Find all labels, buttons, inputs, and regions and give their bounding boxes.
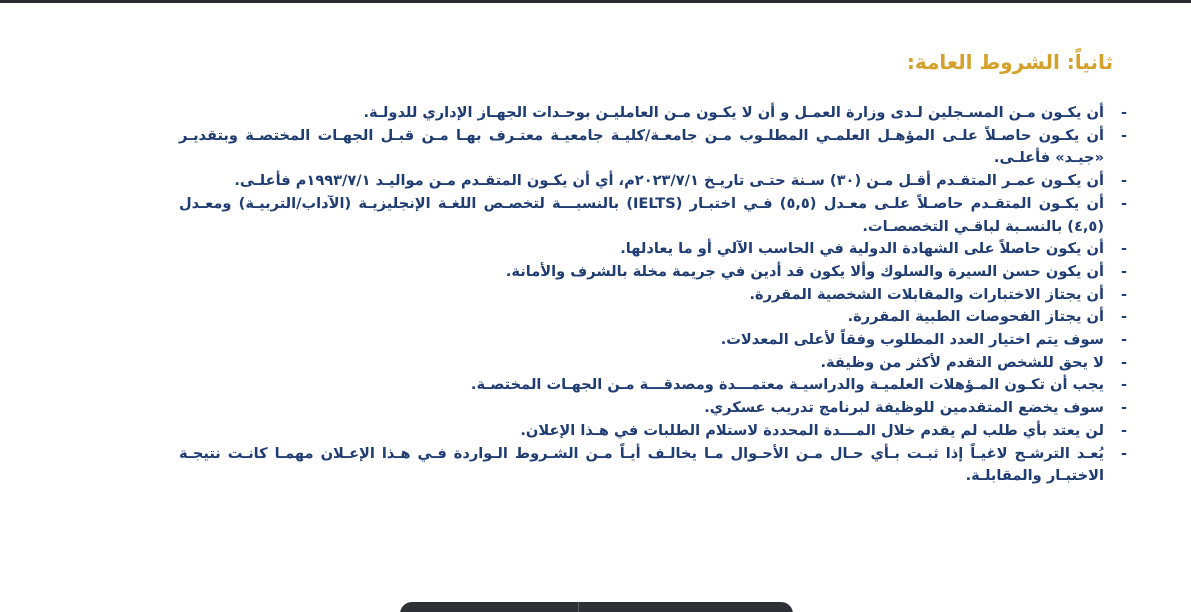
condition-item (179, 352, 1129, 375)
bullet-dash: - (1120, 353, 1127, 371)
section-heading: ثانياً: الشروط العامة: (906, 50, 1113, 74)
condition-item (179, 397, 1129, 420)
condition-item (179, 170, 1129, 193)
bullet-dash: - (1120, 104, 1127, 121)
bottom-tab-bar[interactable] (400, 602, 793, 612)
bullet-dash: - (1120, 376, 1127, 394)
condition-item (179, 374, 1129, 397)
condition-item (179, 284, 1129, 307)
condition-text: أن يجتاز الفحوصات الطبية المقررة. (847, 308, 1104, 326)
condition-text: سوف يخضع المتقدمين للوظيفة لبرنامج تدريب عسكري. (704, 399, 1104, 417)
condition-text: أن يكـون مـن المسـجلين لـدى وزارة العمـل و أن لا يكـون مـن العامليـن بوحـدات الجهـاز الإداري للدولـة. (363, 104, 1104, 121)
bullet-dash: - (1120, 262, 1127, 280)
condition-text: سوف يتم اختيار العدد المطلوب وفقاً لأعلى المعدلات. (720, 331, 1104, 349)
bullet-dash: - (1120, 421, 1127, 439)
top-divider (0, 0, 1191, 3)
condition-text: أن يكـون المتقـدم حاصـلاً علـى معـدل (٥,٥) فـي اختبـار (IELTS) بالنسبـــة لتخصـص اللغـة الإنجليزيـة (الآداب/التربيـة) ومعـدل (٤,٥) بالنسـبة لباقـي التخصصـات. (179, 194, 1104, 235)
condition-item (179, 102, 1129, 125)
condition-text: يجب أن تكـون المـؤهلات العلميـة والدراسيـة معتمـــدة ومصدقـــة مـن الجهـات المختصـة. (470, 376, 1104, 394)
condition-item (179, 261, 1129, 284)
condition-text: أن يكـون حاصـلاً علـى المؤهـل العلمـي المطلـوب مـن جامعـة/كليـة جامعيـة معتـرف بهـا مـن قبـل الجهـات المختصـة وبتقديـر «جيـد» فأعلـى. (179, 126, 1104, 167)
condition-text: أن يجتاز الاختبارات والمقابلات الشخصية المقررة. (749, 285, 1104, 303)
bullet-dash: - (1120, 172, 1127, 190)
condition-item (179, 193, 1129, 238)
condition-text: يُعـد الترشـح لاغيـاً إذا ثبـت بـأي حـال مـن الأحـوال مـا يخالـف أيـاً مـن الشـروط الـواردة فـي هـذا الإعـلان مهمـا كانـت نتيجـة الاختبـار والمقابلـة. (179, 444, 1104, 485)
condition-item (179, 443, 1129, 488)
bullet-dash: - (1120, 126, 1127, 144)
condition-item (179, 238, 1129, 261)
condition-text: أن يكـون عمـر المتقـدم أقـل مـن (٣٠) سـنة حتـى تاريـخ ٢٠٢٣/٧/١م، أي أن يكـون المتقـدم مـن مواليـد ١٩٩٣/٧/١م فأعلـى. (234, 172, 1104, 190)
condition-text: لا يحق للشخص التقدم لأكثر من وظيفة. (820, 353, 1104, 371)
condition-text: أن يكون حاصلاً على الشهادة الدولية في الحاسب الآلي أو ما يعادلها. (620, 240, 1104, 258)
bullet-dash: - (1120, 444, 1127, 462)
condition-item (179, 306, 1129, 329)
condition-item (179, 420, 1129, 443)
general-conditions-list (179, 102, 1129, 488)
condition-text: لن يعتد بأي طلب لم يقدم خلال المـــدة المحددة لاستلام الطلبات في هـذا الإعلان. (520, 421, 1104, 439)
bullet-dash: - (1120, 240, 1127, 258)
bullet-dash: - (1120, 285, 1127, 303)
bullet-dash: - (1120, 308, 1127, 326)
tab-divider (578, 602, 579, 612)
condition-item (179, 125, 1129, 170)
bullet-dash: - (1120, 399, 1127, 417)
bullet-dash: - (1120, 194, 1127, 212)
condition-text: أن يكون حسن السيرة والسلوك وألا يكون قد أدين في جريمة مخلة بالشرف والأمانة. (505, 262, 1104, 280)
bullet-dash: - (1120, 331, 1127, 349)
condition-item (179, 329, 1129, 352)
